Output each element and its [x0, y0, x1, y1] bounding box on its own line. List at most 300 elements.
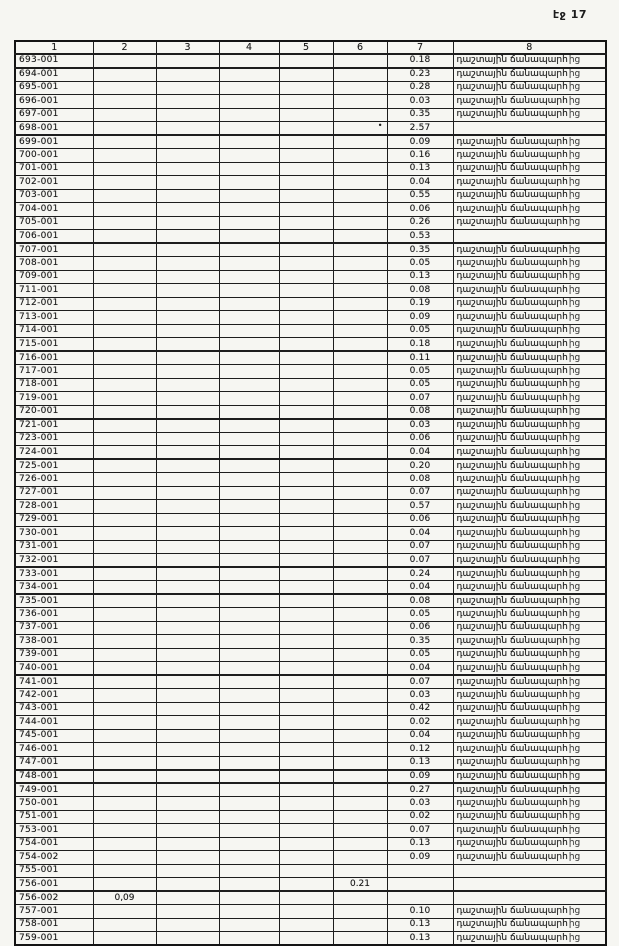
road-label: դաշտային ճանապարհ — [456, 365, 568, 376]
road-cell — [453, 729, 606, 743]
empty-cell — [93, 54, 156, 68]
empty-cell — [156, 702, 219, 716]
road-label-suffix: ից — [568, 824, 581, 835]
value-cell: 0.23 — [387, 68, 453, 82]
empty-cell — [279, 702, 333, 716]
empty-cell — [279, 311, 333, 325]
table-row — [15, 783, 606, 797]
value-cell: 0.09 — [387, 135, 453, 149]
empty-cell — [279, 662, 333, 676]
road-cell — [453, 837, 606, 851]
road-label-suffix: ից — [568, 109, 581, 120]
empty-cell — [219, 162, 279, 176]
table-row — [15, 608, 606, 622]
value-cell: 0.05 — [387, 257, 453, 271]
table-row — [15, 459, 606, 473]
empty-cell — [219, 243, 279, 257]
empty-cell — [333, 365, 387, 379]
empty-cell — [93, 446, 156, 460]
road-label: դաշտային ճանապարհ — [456, 905, 568, 916]
road-label-suffix: ից — [568, 514, 581, 525]
road-label: դաշտային ճանապարհ — [456, 217, 568, 228]
empty-cell — [219, 270, 279, 284]
empty-cell — [93, 770, 156, 784]
road-cell — [453, 770, 606, 784]
row-id-cell: 750-001 — [15, 797, 93, 811]
empty-cell — [453, 878, 606, 892]
road-label: դաշտային ճանապարհ — [456, 581, 568, 592]
empty-cell — [219, 297, 279, 311]
empty-cell — [156, 878, 219, 892]
empty-cell — [156, 513, 219, 527]
value-cell: 0.03 — [387, 95, 453, 109]
empty-cell — [93, 419, 156, 433]
row-id-cell: 739-001 — [15, 648, 93, 662]
empty-cell — [93, 513, 156, 527]
road-label: դաշտային ճանապարհ — [456, 338, 568, 349]
empty-cell — [333, 392, 387, 406]
empty-cell — [333, 851, 387, 865]
empty-cell — [219, 405, 279, 419]
table-row — [15, 338, 606, 352]
empty-cell — [219, 176, 279, 190]
empty-cell — [279, 527, 333, 541]
empty-cell — [279, 54, 333, 68]
empty-cell — [156, 851, 219, 865]
row-id-cell: 746-001 — [15, 743, 93, 757]
road-label: դաշտային ճանապարհ — [456, 392, 568, 403]
empty-cell — [93, 351, 156, 365]
table-row — [15, 203, 606, 217]
row-id-cell: 702-001 — [15, 176, 93, 190]
road-label-suffix: ից — [568, 473, 581, 484]
empty-cell — [156, 689, 219, 703]
value-cell: 0.05 — [387, 648, 453, 662]
row-id-cell: 737-001 — [15, 621, 93, 635]
empty-cell — [279, 392, 333, 406]
value-cell: 0.42 — [387, 702, 453, 716]
empty-cell — [93, 378, 156, 392]
road-label: դաշտային ճանապարհ — [456, 271, 568, 282]
empty-cell — [453, 230, 606, 244]
road-label: դաշտային ճանապարհ — [456, 433, 568, 444]
value-cell: 0.20 — [387, 459, 453, 473]
row-id-cell: 741-001 — [15, 675, 93, 689]
road-cell — [453, 675, 606, 689]
row-id-cell: 697-001 — [15, 108, 93, 122]
empty-cell — [279, 95, 333, 109]
row-id-cell: 748-001 — [15, 770, 93, 784]
value-cell: 0.09 — [387, 311, 453, 325]
road-label-suffix: ից — [568, 257, 581, 268]
row-id-cell: 717-001 — [15, 365, 93, 379]
row-id-cell: 756-002 — [15, 891, 93, 905]
road-label-suffix: ից — [568, 932, 581, 943]
road-label-suffix: ից — [568, 743, 581, 754]
row-id-cell: 698-001 — [15, 122, 93, 136]
road-label: դաշտային ճանապարհ — [456, 420, 568, 430]
road-cell — [453, 311, 606, 325]
empty-cell — [279, 648, 333, 662]
empty-cell — [93, 405, 156, 419]
empty-cell — [219, 95, 279, 109]
empty-cell — [453, 864, 606, 878]
road-label-suffix: ից — [568, 716, 581, 727]
road-label-suffix: ից — [568, 433, 581, 444]
row-id-cell: 699-001 — [15, 135, 93, 149]
empty-cell — [93, 68, 156, 82]
empty-cell — [93, 297, 156, 311]
empty-cell — [156, 108, 219, 122]
table-row — [15, 837, 606, 851]
row-id-cell: 715-001 — [15, 338, 93, 352]
empty-cell — [219, 878, 279, 892]
table-row — [15, 797, 606, 811]
road-label: դաշտային ճանապարհ — [456, 608, 568, 619]
empty-cell — [219, 392, 279, 406]
empty-cell — [156, 54, 219, 68]
road-label: դաշտային ճանապարհ — [456, 716, 568, 727]
value-cell: 0.07 — [387, 554, 453, 568]
empty-cell — [279, 419, 333, 433]
road-cell — [453, 257, 606, 271]
empty-cell — [156, 446, 219, 460]
road-label: դաշտային ճանապարհ — [456, 689, 568, 700]
empty-cell — [333, 176, 387, 190]
empty-cell — [219, 486, 279, 500]
road-cell — [453, 608, 606, 622]
empty-cell — [333, 567, 387, 581]
value-cell: 0.02 — [387, 716, 453, 730]
table-row — [15, 419, 606, 433]
empty-cell — [93, 635, 156, 649]
empty-cell — [333, 162, 387, 176]
row-id-cell: 709-001 — [15, 270, 93, 284]
road-cell — [453, 635, 606, 649]
table-row — [15, 122, 606, 136]
row-id-cell: 694-001 — [15, 68, 93, 82]
empty-cell — [333, 918, 387, 932]
road-cell — [453, 189, 606, 203]
empty-cell — [93, 540, 156, 554]
column-header-8: 8 — [453, 41, 606, 54]
empty-cell — [279, 716, 333, 730]
road-label: դաշտային ճանապարհ — [456, 446, 568, 457]
empty-cell — [219, 648, 279, 662]
empty-cell — [279, 365, 333, 379]
road-label: դաշտային ճանապարհ — [456, 190, 568, 201]
empty-cell — [279, 81, 333, 95]
empty-cell — [156, 68, 219, 82]
road-label-suffix: ից — [568, 730, 581, 741]
empty-cell — [156, 905, 219, 919]
road-cell — [453, 554, 606, 568]
row-id-cell: 743-001 — [15, 702, 93, 716]
road-label-suffix: ից — [568, 554, 581, 565]
road-cell — [453, 95, 606, 109]
empty-cell — [219, 864, 279, 878]
row-id-cell: 720-001 — [15, 405, 93, 419]
table-row — [15, 513, 606, 527]
value-cell: 0.10 — [387, 905, 453, 919]
row-id-cell: 718-001 — [15, 378, 93, 392]
empty-cell — [333, 446, 387, 460]
road-cell — [453, 648, 606, 662]
row-id-cell: 700-001 — [15, 149, 93, 163]
empty-cell — [156, 432, 219, 446]
empty-cell — [333, 189, 387, 203]
road-label-suffix: ից — [568, 217, 581, 228]
empty-cell — [156, 918, 219, 932]
road-label-suffix: ից — [568, 568, 581, 579]
road-label-suffix: ից — [568, 379, 581, 390]
empty-cell — [333, 230, 387, 244]
empty-cell — [279, 378, 333, 392]
row-id-cell: 745-001 — [15, 729, 93, 743]
empty-cell — [156, 743, 219, 757]
empty-cell — [219, 324, 279, 338]
value-cell: 0.07 — [387, 675, 453, 689]
empty-cell — [156, 351, 219, 365]
empty-cell — [93, 581, 156, 595]
empty-cell — [219, 230, 279, 244]
empty-cell — [219, 824, 279, 838]
table-row — [15, 689, 606, 703]
table-row — [15, 743, 606, 757]
road-label-suffix: ից — [568, 527, 581, 538]
empty-cell — [93, 149, 156, 163]
empty-cell — [93, 81, 156, 95]
empty-cell — [219, 554, 279, 568]
road-label: դաշտային ճանապարհ — [456, 244, 568, 255]
value-cell: 0.18 — [387, 54, 453, 68]
road-label-suffix: ից — [568, 392, 581, 403]
road-cell — [453, 716, 606, 730]
road-label: դաշտային ճանապարհ — [456, 69, 568, 79]
value-cell: 0.09 — [387, 770, 453, 784]
empty-cell — [93, 392, 156, 406]
road-label: դաշտային ճանապարհ — [456, 797, 568, 808]
road-label-suffix: ից — [568, 797, 581, 808]
row-id-cell: 721-001 — [15, 419, 93, 433]
value-cell: 0.04 — [387, 662, 453, 676]
road-label-suffix: ից — [568, 352, 581, 363]
row-id-cell: 742-001 — [15, 689, 93, 703]
road-cell — [453, 270, 606, 284]
empty-cell — [453, 122, 606, 136]
road-label: դաշտային ճանապարհ — [456, 811, 568, 822]
empty-cell — [93, 554, 156, 568]
row-id-cell: 727-001 — [15, 486, 93, 500]
road-label-suffix: ից — [568, 689, 581, 700]
value-cell: 0.18 — [387, 338, 453, 352]
row-id-cell: 719-001 — [15, 392, 93, 406]
road-label: դաշտային ճանապարհ — [456, 554, 568, 565]
table-row — [15, 891, 606, 905]
road-label-suffix: ից — [568, 406, 581, 416]
road-label-suffix: ից — [568, 770, 581, 781]
empty-cell — [93, 176, 156, 190]
value-cell: 0.13 — [387, 932, 453, 946]
empty-cell — [279, 473, 333, 487]
empty-cell — [279, 500, 333, 514]
empty-cell — [279, 743, 333, 757]
road-cell — [453, 108, 606, 122]
value-cell: 0.04 — [387, 176, 453, 190]
empty-cell — [156, 378, 219, 392]
value-cell: 0.03 — [387, 419, 453, 433]
road-cell — [453, 621, 606, 635]
empty-cell — [156, 891, 219, 905]
road-cell — [453, 432, 606, 446]
empty-cell — [219, 702, 279, 716]
road-cell — [453, 162, 606, 176]
row-id-cell: 759-001 — [15, 932, 93, 946]
row-id-cell: 714-001 — [15, 324, 93, 338]
empty-cell — [279, 297, 333, 311]
empty-cell — [219, 216, 279, 230]
empty-value-cell — [387, 891, 453, 905]
empty-cell — [333, 378, 387, 392]
empty-cell — [156, 392, 219, 406]
empty-cell — [93, 162, 156, 176]
row-id-cell: 749-001 — [15, 783, 93, 797]
value-cell: 0.08 — [387, 284, 453, 298]
empty-cell — [93, 608, 156, 622]
empty-cell — [279, 864, 333, 878]
empty-cell — [279, 824, 333, 838]
empty-cell — [93, 567, 156, 581]
empty-cell — [93, 189, 156, 203]
road-cell — [453, 149, 606, 163]
empty-cell — [93, 324, 156, 338]
road-label: դաշտային ճանապարհ — [456, 298, 568, 309]
road-label-suffix: ից — [568, 784, 581, 795]
empty-cell — [333, 527, 387, 541]
table-row — [15, 149, 606, 163]
empty-cell — [93, 284, 156, 298]
empty-cell — [156, 810, 219, 824]
row-id-cell: 708-001 — [15, 257, 93, 271]
row-id-cell: 744-001 — [15, 716, 93, 730]
empty-cell — [156, 324, 219, 338]
value-cell: 0.03 — [387, 797, 453, 811]
empty-cell — [333, 675, 387, 689]
road-label-suffix: ից — [568, 446, 581, 457]
value-cell: 0.27 — [387, 783, 453, 797]
road-label: դաշտային ճանապարհ — [456, 55, 568, 66]
row-id-cell: 735-001 — [15, 594, 93, 608]
empty-cell — [93, 743, 156, 757]
value-cell: 0.53 — [387, 230, 453, 244]
empty-cell — [219, 756, 279, 770]
empty-cell — [333, 405, 387, 419]
row-id-cell: 753-001 — [15, 824, 93, 838]
road-label-suffix: ից — [568, 176, 581, 187]
column-header-1: 1 — [15, 41, 93, 54]
empty-cell — [156, 594, 219, 608]
table-row — [15, 878, 606, 892]
table-row — [15, 635, 606, 649]
row-id-cell: 726-001 — [15, 473, 93, 487]
empty-cell — [279, 770, 333, 784]
empty-cell — [279, 891, 333, 905]
empty-cell — [93, 95, 156, 109]
value-cell: 0.05 — [387, 608, 453, 622]
empty-cell — [93, 702, 156, 716]
empty-cell — [93, 716, 156, 730]
empty-cell — [156, 243, 219, 257]
empty-cell — [279, 783, 333, 797]
empty-cell — [279, 554, 333, 568]
empty-cell — [333, 351, 387, 365]
empty-cell — [333, 68, 387, 82]
table-row — [15, 621, 606, 635]
stray-dot-mark: • — [377, 121, 383, 130]
road-label-suffix: ից — [568, 271, 581, 282]
empty-cell — [219, 122, 279, 136]
table-row — [15, 824, 606, 838]
road-label: դաշտային ճանապարհ — [456, 851, 568, 862]
empty-cell — [156, 648, 219, 662]
value-cell: 0.12 — [387, 743, 453, 757]
row-id-cell: 754-001 — [15, 837, 93, 851]
empty-cell — [93, 243, 156, 257]
road-label: դաշտային ճանապարհ — [456, 784, 568, 795]
road-label-suffix: ից — [568, 244, 581, 255]
empty-cell — [219, 540, 279, 554]
empty-cell — [279, 581, 333, 595]
table-row — [15, 567, 606, 581]
table-row — [15, 770, 606, 784]
road-cell — [453, 797, 606, 811]
road-label: դաշտային ճանապարհ — [456, 473, 568, 484]
row-id-cell: 729-001 — [15, 513, 93, 527]
row-id-cell: 738-001 — [15, 635, 93, 649]
road-label-suffix: ից — [568, 311, 581, 322]
table-row — [15, 554, 606, 568]
header-row — [15, 41, 606, 54]
empty-cell — [333, 338, 387, 352]
empty-cell — [333, 473, 387, 487]
empty-value-cell — [387, 878, 453, 892]
value-cell: 0.19 — [387, 297, 453, 311]
value-cell: 0.35 — [387, 635, 453, 649]
empty-cell — [333, 770, 387, 784]
table-row — [15, 675, 606, 689]
table-row — [15, 216, 606, 230]
empty-cell — [333, 95, 387, 109]
road-label: դաշտային ճանապարհ — [456, 203, 568, 214]
value-cell: 0.13 — [387, 837, 453, 851]
road-cell — [453, 513, 606, 527]
empty-cell — [156, 297, 219, 311]
road-label-suffix: ից — [568, 149, 581, 160]
empty-cell — [93, 662, 156, 676]
empty-cell — [93, 729, 156, 743]
empty-cell — [156, 270, 219, 284]
empty-cell — [156, 540, 219, 554]
row-id-cell: 704-001 — [15, 203, 93, 217]
road-cell — [453, 176, 606, 190]
road-label-suffix: ից — [568, 338, 581, 349]
value-cell: 0.35 — [387, 243, 453, 257]
road-label: դաշտային ճանապարհ — [456, 838, 568, 849]
empty-cell — [156, 81, 219, 95]
road-label: դաշտային ճանապարհ — [456, 149, 568, 160]
table-row — [15, 486, 606, 500]
road-label-suffix: ից — [568, 95, 581, 106]
